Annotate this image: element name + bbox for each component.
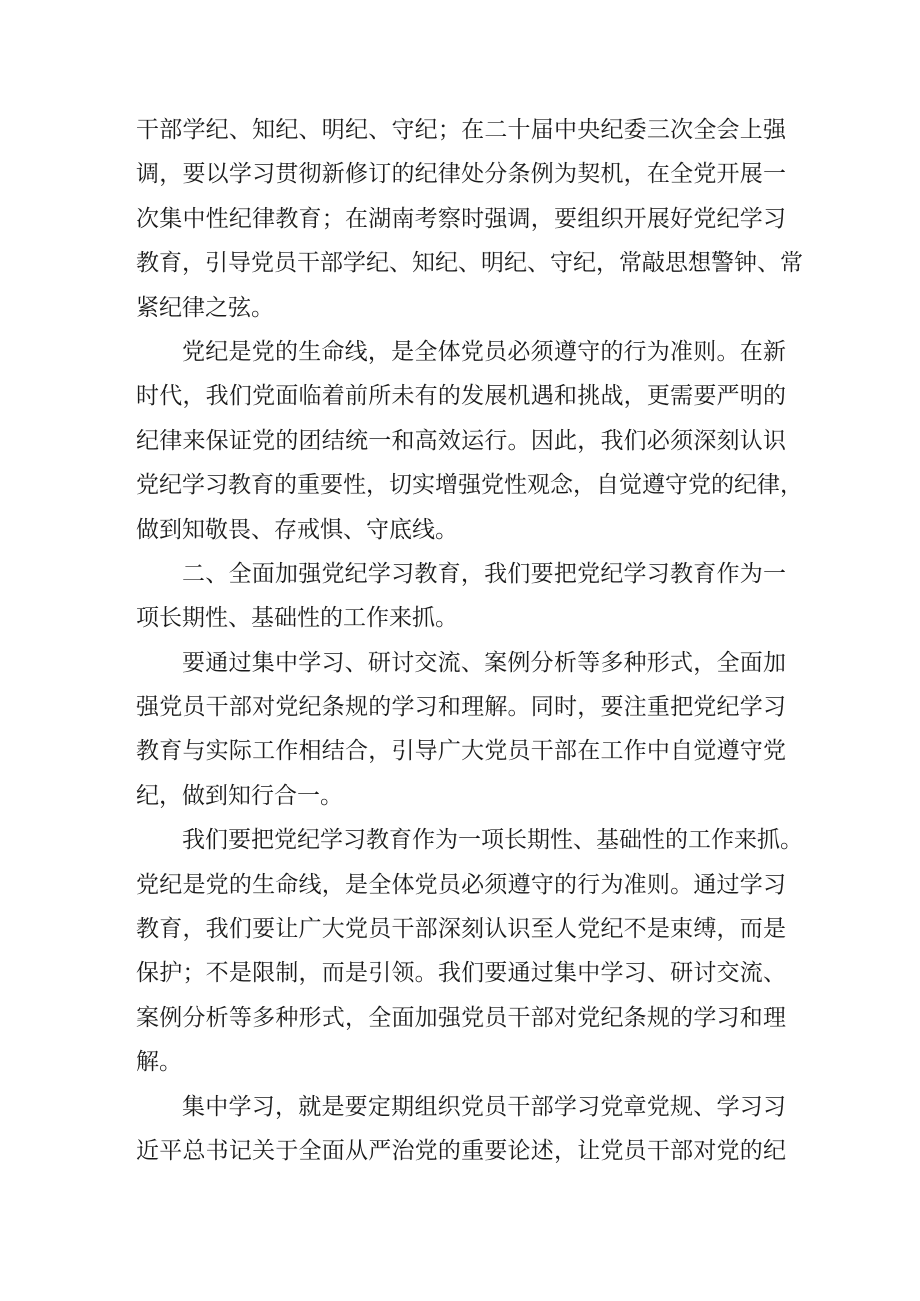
- text-line: 调，要以学习贯彻新修订的纪律处分条例为契机，在全党开展一: [136, 161, 786, 188]
- text-line: 党纪学习教育的重要性，切实增强党性观念，自觉遵守党的纪律，: [136, 472, 803, 499]
- text-line: 干部学纪、知纪、明纪、守纪；在二十届中央纪委三次全会上强: [136, 117, 786, 143]
- text-line: 时代，我们党面临着前所未有的发展机遇和挑战，更需要严明的: [136, 383, 786, 410]
- paragraph: [136, 108, 803, 330]
- text-line: 教育，我们要让广大党员干部深刻认识至人党纪不是束缚，而是: [136, 916, 786, 943]
- text-line: 党纪是党的生命线，是全体党员必须遵守的行为准则。在新: [182, 338, 786, 365]
- text-line: 党纪是党的生命线，是全体党员必须遵守的行为准则。通过学习: [136, 871, 786, 898]
- text-line: 教育与实际工作相结合，引导广大党员干部在工作中自觉遵守党: [136, 738, 786, 765]
- text-line: 项长期性、基础性的工作来抓。: [136, 605, 458, 632]
- text-line: 我们要把党纪学习教育作为一项长期性、基础性的工作来抓。: [182, 827, 803, 854]
- text-line: 纪律来保证党的团结统一和高效运行。因此，我们必须深刻认识: [136, 427, 786, 454]
- section-heading: [136, 552, 786, 641]
- text-line: 解。: [136, 1049, 182, 1076]
- text-line: 做到知敬畏、存戒惧、守底线。: [136, 516, 458, 543]
- text-line: 二、全面加强党纪学习教育，我们要把党纪学习教育作为一: [182, 560, 786, 587]
- paragraph: [136, 641, 786, 819]
- paragraph: [136, 818, 803, 1084]
- text-line: 纪，做到知行合一。: [136, 782, 343, 809]
- text-line: 案例分析等多种形式，全面加强党员干部对党纪条规的学习和理: [136, 1004, 786, 1031]
- text-line: 教育，引导党员干部学纪、知纪、明纪、守纪，常敲思想警钟、常: [136, 250, 803, 277]
- text-line: 强党员干部对党纪条规的学习和理解。同时，要注重把党纪学习: [136, 694, 786, 721]
- text-line: 保护；不是限制，而是引领。我们要通过集中学习、研讨交流、: [136, 960, 786, 987]
- text-line: 近平总书记关于全面从严治党的重要论述，让党员干部对党的纪: [136, 1137, 786, 1164]
- text-line: 要通过集中学习、研讨交流、案例分析等多种形式，全面加: [182, 649, 786, 676]
- document-body: [136, 108, 803, 1173]
- paragraph: [136, 1085, 786, 1174]
- text-line: 紧纪律之弦。: [136, 294, 274, 321]
- text-line: 次集中性纪律教育；在湖南考察时强调，要组织开展好党纪学习: [136, 205, 786, 232]
- text-line: 集中学习，就是要定期组织党员干部学习党章党规、学习习: [182, 1093, 786, 1120]
- paragraph: [136, 330, 803, 552]
